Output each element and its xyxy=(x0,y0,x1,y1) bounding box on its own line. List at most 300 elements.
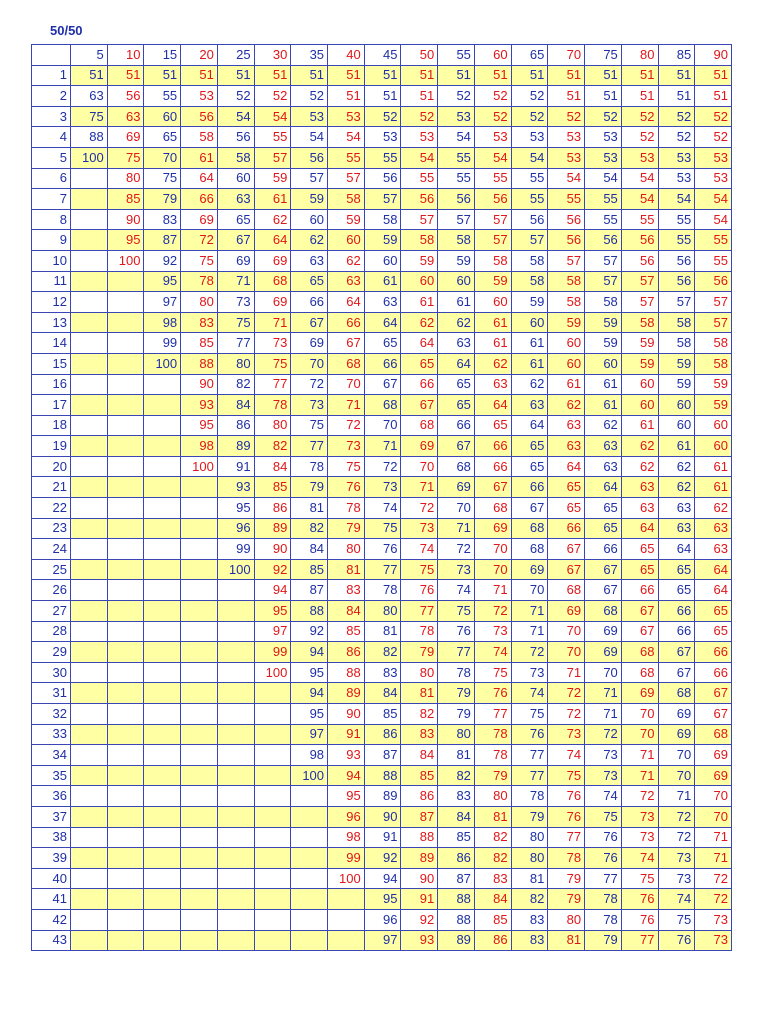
table-cell: 75 xyxy=(107,147,144,168)
table-cell: 54 xyxy=(291,127,328,148)
table-row xyxy=(32,580,732,601)
table-cell: 75 xyxy=(438,601,475,622)
table-cell xyxy=(107,333,144,354)
table-cell: 59 xyxy=(585,312,622,333)
table-cell: 72 xyxy=(364,456,401,477)
table-cell xyxy=(71,415,108,436)
table-cell: 65 xyxy=(585,518,622,539)
table-cell: 60 xyxy=(364,250,401,271)
table-cell: 62 xyxy=(401,312,438,333)
table-cell: 65 xyxy=(217,209,254,230)
table-cell: 100 xyxy=(217,559,254,580)
table-cell: 54 xyxy=(328,127,365,148)
table-cell: 66 xyxy=(548,518,585,539)
table-cell: 52 xyxy=(695,127,732,148)
table-cell xyxy=(217,765,254,786)
table-cell xyxy=(71,539,108,560)
table-cell: 87 xyxy=(401,806,438,827)
table-cell: 69 xyxy=(511,559,548,580)
table-cell: 65 xyxy=(401,353,438,374)
table-cell: 51 xyxy=(107,65,144,86)
table-cell: 58 xyxy=(621,312,658,333)
table-cell: 75 xyxy=(217,312,254,333)
table-cell: 75 xyxy=(511,704,548,725)
table-cell: 83 xyxy=(511,909,548,930)
row-label: 9 xyxy=(32,230,71,251)
table-cell: 57 xyxy=(474,209,511,230)
table-cell: 60 xyxy=(474,292,511,313)
table-cell: 61 xyxy=(548,374,585,395)
table-cell xyxy=(71,456,108,477)
row-label: 25 xyxy=(32,559,71,580)
table-cell: 51 xyxy=(511,65,548,86)
table-cell xyxy=(254,683,291,704)
table-cell: 93 xyxy=(217,477,254,498)
table-cell xyxy=(328,909,365,930)
table-cell: 69 xyxy=(217,250,254,271)
row-label: 40 xyxy=(32,868,71,889)
row-label: 37 xyxy=(32,806,71,827)
table-cell: 60 xyxy=(621,395,658,416)
table-cell: 69 xyxy=(474,518,511,539)
table-cell: 61 xyxy=(585,374,622,395)
table-cell xyxy=(217,868,254,889)
table-cell: 77 xyxy=(254,374,291,395)
table-cell: 65 xyxy=(548,498,585,519)
table-cell: 65 xyxy=(511,436,548,457)
table-cell: 92 xyxy=(144,250,181,271)
table-cell: 72 xyxy=(401,498,438,519)
table-cell: 57 xyxy=(695,312,732,333)
table-cell: 82 xyxy=(254,436,291,457)
table-cell: 64 xyxy=(364,312,401,333)
table-cell: 90 xyxy=(181,374,218,395)
table-cell xyxy=(291,868,328,889)
table-row xyxy=(32,86,732,107)
table-cell: 80 xyxy=(254,415,291,436)
table-cell: 62 xyxy=(291,230,328,251)
table-cell: 70 xyxy=(695,806,732,827)
table-cell: 77 xyxy=(511,765,548,786)
table-cell: 57 xyxy=(548,250,585,271)
table-cell: 72 xyxy=(658,827,695,848)
table-cell xyxy=(107,518,144,539)
table-cell xyxy=(71,786,108,807)
table-row xyxy=(32,621,732,642)
table-cell xyxy=(254,724,291,745)
table-cell: 77 xyxy=(621,930,658,951)
table-cell xyxy=(71,374,108,395)
table-cell xyxy=(181,868,218,889)
table-cell: 79 xyxy=(144,189,181,210)
table-cell xyxy=(181,642,218,663)
table-cell: 56 xyxy=(107,86,144,107)
table-cell: 56 xyxy=(548,209,585,230)
table-cell xyxy=(181,662,218,683)
table-cell: 69 xyxy=(438,477,475,498)
table-cell xyxy=(71,271,108,292)
table-cell: 62 xyxy=(328,250,365,271)
table-cell xyxy=(291,848,328,869)
table-cell: 93 xyxy=(328,745,365,766)
table-cell: 79 xyxy=(548,868,585,889)
table-row xyxy=(32,250,732,271)
table-cell: 51 xyxy=(217,65,254,86)
table-cell: 85 xyxy=(438,827,475,848)
table-row xyxy=(32,147,732,168)
table-cell: 85 xyxy=(364,704,401,725)
table-cell: 72 xyxy=(511,642,548,663)
table-cell: 74 xyxy=(511,683,548,704)
column-header: 10 xyxy=(107,45,144,66)
row-label: 21 xyxy=(32,477,71,498)
table-cell xyxy=(107,786,144,807)
table-row xyxy=(32,230,732,251)
table-cell xyxy=(181,827,218,848)
table-cell: 51 xyxy=(695,86,732,107)
table-cell: 87 xyxy=(144,230,181,251)
table-cell xyxy=(181,724,218,745)
table-cell: 51 xyxy=(181,65,218,86)
table-cell xyxy=(71,353,108,374)
table-cell: 64 xyxy=(181,168,218,189)
row-label: 7 xyxy=(32,189,71,210)
table-cell: 54 xyxy=(438,127,475,148)
table-cell: 55 xyxy=(658,209,695,230)
table-cell: 69 xyxy=(585,621,622,642)
table-cell xyxy=(181,621,218,642)
table-cell: 85 xyxy=(107,189,144,210)
table-cell: 95 xyxy=(144,271,181,292)
table-cell: 77 xyxy=(585,868,622,889)
table-cell xyxy=(181,498,218,519)
table-cell xyxy=(254,909,291,930)
table-cell: 95 xyxy=(291,662,328,683)
table-cell xyxy=(144,765,181,786)
table-cell: 98 xyxy=(181,436,218,457)
table-cell: 69 xyxy=(621,683,658,704)
table-cell: 100 xyxy=(107,250,144,271)
table-cell: 58 xyxy=(695,333,732,354)
table-cell xyxy=(144,477,181,498)
table-cell: 67 xyxy=(658,642,695,663)
table-cell: 69 xyxy=(695,765,732,786)
table-cell: 70 xyxy=(695,786,732,807)
table-cell: 66 xyxy=(658,601,695,622)
table-cell: 56 xyxy=(621,250,658,271)
table-cell xyxy=(144,868,181,889)
table-cell: 62 xyxy=(474,353,511,374)
table-cell: 69 xyxy=(181,209,218,230)
table-cell: 87 xyxy=(438,868,475,889)
table-cell xyxy=(254,827,291,848)
table-row xyxy=(32,724,732,745)
table-cell: 82 xyxy=(364,642,401,663)
table-cell: 68 xyxy=(254,271,291,292)
table-cell: 55 xyxy=(585,209,622,230)
table-cell: 51 xyxy=(328,65,365,86)
table-cell xyxy=(71,704,108,725)
table-cell: 80 xyxy=(511,848,548,869)
table-cell: 73 xyxy=(438,559,475,580)
table-cell xyxy=(71,909,108,930)
table-cell: 55 xyxy=(548,189,585,210)
row-label: 41 xyxy=(32,889,71,910)
table-cell: 83 xyxy=(144,209,181,230)
table-cell xyxy=(71,395,108,416)
table-cell: 51 xyxy=(71,65,108,86)
table-cell: 95 xyxy=(254,601,291,622)
table-cell: 68 xyxy=(364,395,401,416)
table-cell: 85 xyxy=(254,477,291,498)
table-cell: 80 xyxy=(181,292,218,313)
table-cell: 69 xyxy=(107,127,144,148)
table-cell: 73 xyxy=(548,724,585,745)
table-cell xyxy=(107,353,144,374)
table-cell: 73 xyxy=(217,292,254,313)
table-cell: 76 xyxy=(621,909,658,930)
table-cell: 53 xyxy=(474,127,511,148)
table-cell xyxy=(107,909,144,930)
row-label: 39 xyxy=(32,848,71,869)
table-cell xyxy=(107,580,144,601)
table-cell: 59 xyxy=(438,250,475,271)
table-row xyxy=(32,909,732,930)
row-label: 16 xyxy=(32,374,71,395)
table-cell: 58 xyxy=(658,333,695,354)
table-row xyxy=(32,65,732,86)
table-cell: 74 xyxy=(438,580,475,601)
table-cell: 70 xyxy=(328,374,365,395)
table-cell: 58 xyxy=(585,292,622,313)
table-cell xyxy=(254,930,291,951)
table-cell: 54 xyxy=(511,147,548,168)
table-cell: 59 xyxy=(658,374,695,395)
row-label: 4 xyxy=(32,127,71,148)
table-cell: 94 xyxy=(291,642,328,663)
table-cell: 60 xyxy=(511,312,548,333)
table-cell: 99 xyxy=(254,642,291,663)
table-row xyxy=(32,539,732,560)
table-cell: 79 xyxy=(438,683,475,704)
table-cell: 52 xyxy=(658,106,695,127)
table-cell: 83 xyxy=(438,786,475,807)
row-label: 6 xyxy=(32,168,71,189)
table-cell xyxy=(217,642,254,663)
table-cell: 67 xyxy=(328,333,365,354)
table-cell: 76 xyxy=(548,786,585,807)
table-cell: 70 xyxy=(364,415,401,436)
table-cell: 88 xyxy=(401,827,438,848)
table-cell: 54 xyxy=(695,189,732,210)
table-cell: 81 xyxy=(291,498,328,519)
table-cell: 51 xyxy=(658,86,695,107)
table-cell: 67 xyxy=(695,683,732,704)
row-label: 8 xyxy=(32,209,71,230)
table-cell: 65 xyxy=(291,271,328,292)
table-cell xyxy=(217,621,254,642)
table-cell: 90 xyxy=(401,868,438,889)
table-cell xyxy=(181,909,218,930)
table-cell: 70 xyxy=(401,456,438,477)
table-cell: 57 xyxy=(254,147,291,168)
table-cell xyxy=(71,230,108,251)
table-cell: 91 xyxy=(328,724,365,745)
table-cell: 59 xyxy=(585,333,622,354)
table-cell: 77 xyxy=(438,642,475,663)
table-cell: 84 xyxy=(217,395,254,416)
table-cell: 84 xyxy=(254,456,291,477)
table-cell: 66 xyxy=(621,580,658,601)
table-cell: 86 xyxy=(401,786,438,807)
table-cell: 55 xyxy=(511,168,548,189)
table-cell: 92 xyxy=(364,848,401,869)
table-cell: 97 xyxy=(291,724,328,745)
table-cell: 77 xyxy=(364,559,401,580)
table-row xyxy=(32,189,732,210)
table-cell: 63 xyxy=(621,477,658,498)
table-cell: 64 xyxy=(328,292,365,313)
table-cell: 67 xyxy=(401,395,438,416)
table-cell: 64 xyxy=(474,395,511,416)
table-cell xyxy=(181,745,218,766)
table-cell: 62 xyxy=(658,477,695,498)
table-cell: 67 xyxy=(548,559,585,580)
row-label: 20 xyxy=(32,456,71,477)
row-label: 38 xyxy=(32,827,71,848)
table-cell: 65 xyxy=(364,333,401,354)
table-cell: 71 xyxy=(328,395,365,416)
table-cell: 68 xyxy=(585,601,622,622)
table-cell: 51 xyxy=(621,65,658,86)
table-row xyxy=(32,518,732,539)
table-cell: 70 xyxy=(621,724,658,745)
column-header: 40 xyxy=(328,45,365,66)
table-cell xyxy=(107,683,144,704)
table-cell: 53 xyxy=(364,127,401,148)
table-cell: 95 xyxy=(107,230,144,251)
table-cell xyxy=(107,806,144,827)
table-cell: 95 xyxy=(328,786,365,807)
row-label: 18 xyxy=(32,415,71,436)
table-cell xyxy=(181,704,218,725)
table-cell: 82 xyxy=(474,827,511,848)
table-cell: 51 xyxy=(401,65,438,86)
table-cell: 55 xyxy=(328,147,365,168)
table-cell xyxy=(144,930,181,951)
table-cell xyxy=(291,930,328,951)
table-cell: 79 xyxy=(328,518,365,539)
table-cell xyxy=(71,662,108,683)
table-cell: 87 xyxy=(291,580,328,601)
table-cell: 54 xyxy=(658,189,695,210)
table-cell: 75 xyxy=(548,765,585,786)
table-cell: 53 xyxy=(658,147,695,168)
table-cell: 69 xyxy=(658,704,695,725)
table-cell: 60 xyxy=(658,395,695,416)
table-cell: 78 xyxy=(328,498,365,519)
table-cell xyxy=(291,786,328,807)
table-cell: 86 xyxy=(474,930,511,951)
table-cell xyxy=(71,621,108,642)
row-label: 11 xyxy=(32,271,71,292)
table-cell: 62 xyxy=(511,374,548,395)
table-cell: 63 xyxy=(585,436,622,457)
table-cell: 64 xyxy=(658,539,695,560)
table-cell: 73 xyxy=(474,621,511,642)
table-cell: 63 xyxy=(438,333,475,354)
table-cell: 73 xyxy=(401,518,438,539)
table-cell xyxy=(71,559,108,580)
table-cell: 73 xyxy=(658,848,695,869)
table-cell xyxy=(254,704,291,725)
table-cell: 57 xyxy=(364,189,401,210)
table-cell xyxy=(217,930,254,951)
row-label: 28 xyxy=(32,621,71,642)
column-header: 60 xyxy=(474,45,511,66)
column-header: 35 xyxy=(291,45,328,66)
table-cell: 85 xyxy=(328,621,365,642)
table-cell: 91 xyxy=(364,827,401,848)
table-cell: 56 xyxy=(181,106,218,127)
table-row xyxy=(32,168,732,189)
table-cell: 63 xyxy=(107,106,144,127)
table-cell xyxy=(144,395,181,416)
table-cell: 95 xyxy=(217,498,254,519)
table-cell: 53 xyxy=(291,106,328,127)
table-cell: 57 xyxy=(401,209,438,230)
table-cell: 95 xyxy=(181,415,218,436)
table-cell: 65 xyxy=(511,456,548,477)
table-cell: 62 xyxy=(621,456,658,477)
table-cell: 86 xyxy=(364,724,401,745)
table-cell: 76 xyxy=(364,539,401,560)
table-cell: 77 xyxy=(511,745,548,766)
table-cell: 72 xyxy=(695,889,732,910)
table-cell: 76 xyxy=(401,580,438,601)
table-cell: 99 xyxy=(328,848,365,869)
row-label: 29 xyxy=(32,642,71,663)
table-cell xyxy=(107,745,144,766)
table-cell: 63 xyxy=(364,292,401,313)
table-cell: 60 xyxy=(401,271,438,292)
table-cell: 57 xyxy=(585,271,622,292)
column-header: 65 xyxy=(511,45,548,66)
table-cell: 90 xyxy=(107,209,144,230)
table-cell: 62 xyxy=(695,498,732,519)
table-cell: 54 xyxy=(695,209,732,230)
table-cell xyxy=(181,683,218,704)
table-cell: 74 xyxy=(474,642,511,663)
table-cell xyxy=(328,889,365,910)
table-cell: 69 xyxy=(695,745,732,766)
table-cell: 72 xyxy=(658,806,695,827)
table-cell xyxy=(71,189,108,210)
table-cell xyxy=(217,580,254,601)
table-row xyxy=(32,848,732,869)
table-cell xyxy=(71,745,108,766)
table-cell: 63 xyxy=(328,271,365,292)
table-cell: 72 xyxy=(548,683,585,704)
table-cell: 69 xyxy=(254,250,291,271)
table-cell: 76 xyxy=(548,806,585,827)
table-cell: 60 xyxy=(328,230,365,251)
table-cell: 71 xyxy=(254,312,291,333)
table-cell xyxy=(328,930,365,951)
table-cell: 60 xyxy=(217,168,254,189)
table-cell: 58 xyxy=(401,230,438,251)
table-cell xyxy=(144,889,181,910)
